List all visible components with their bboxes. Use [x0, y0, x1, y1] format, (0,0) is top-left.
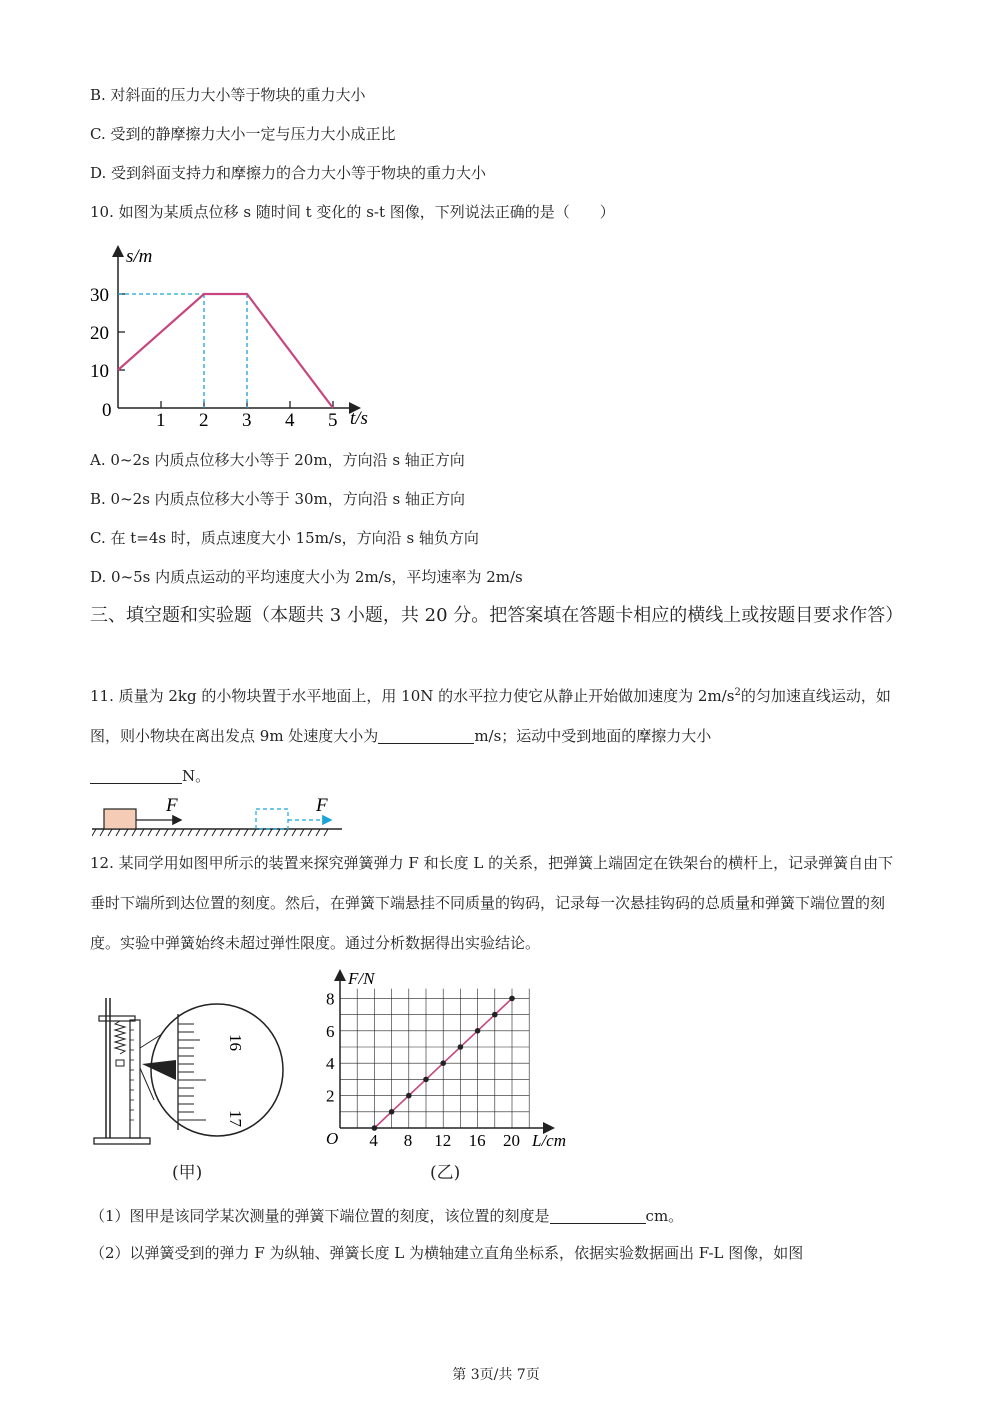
- q12-sub1-unit: cm。: [645, 1207, 684, 1225]
- force-label-1: F: [166, 795, 178, 816]
- fl-xtick-label: 16: [468, 1131, 486, 1150]
- fl-ytick-label: 4: [326, 1054, 335, 1074]
- fl-data-point: [372, 1125, 378, 1131]
- fl-ytick-label: 8: [326, 989, 335, 1009]
- fig-yi-caption: (乙): [430, 1163, 461, 1183]
- q12-answer-blank[interactable]: [550, 1205, 646, 1224]
- q10-option-c: C. 在 t=4s 时，质点速度大小 15m/s，方向沿 s 轴负方向: [90, 529, 479, 547]
- block-solid: [104, 809, 136, 829]
- q9-option-c: C. 受到的静摩擦力大小一定与压力大小成正比: [90, 125, 396, 143]
- fl-data-point: [509, 996, 515, 1002]
- fl-xtick-label: 4: [369, 1131, 378, 1150]
- st-graph: [88, 238, 388, 433]
- q12-text: 12. 某同学用如图甲所示的装置来探究弹簧弹力 F 和长度 L 的关系，把弹簧上端固定在铁架台的横杆上，记录弹簧自由下垂时下端所到达位置的刻度。然后，在弹簧下端悬挂不同质量的钩码，记录每一次悬挂钩码的总质量和弹簧下端位置的刻度。实验中弹簧始终未超过弹性限度。通过分析数据得出实验结论。: [90, 854, 894, 952]
- st-series-line: [118, 294, 333, 408]
- st-ylabel: s/m: [126, 246, 153, 267]
- st-ytick-label: 20: [90, 323, 109, 344]
- st-xlabel: t/s: [350, 408, 368, 429]
- q11-unit-2: N。: [182, 767, 211, 785]
- force-label-2: F: [316, 795, 328, 816]
- fl-data-point: [475, 1028, 481, 1034]
- q10-stem: 10. 如图为某质点位移 s 随时间 t 变化的 s-t 图像，下列说法正确的是（ ）: [90, 203, 615, 221]
- q11-text-part1: 11. 质量为 2kg 的小物块置于水平地面上，用 10N 的水平拉力使它从静止开始做加速度为 2m/s: [90, 687, 735, 705]
- page-footer: 第 3页/共 7页: [452, 1367, 540, 1383]
- q11-superscript: 2: [734, 687, 741, 698]
- spring-apparatus-figure: [90, 990, 290, 1150]
- q11-text: [90, 673, 905, 796]
- q10-option-b: B. 0~2s 内质点位移大小等于 30m，方向沿 s 轴正方向: [90, 490, 465, 508]
- fl-data-point: [492, 1012, 498, 1018]
- fl-xtick-label: 8: [403, 1131, 413, 1150]
- fl-data-point: [406, 1093, 412, 1099]
- q9-option-d: D. 受到斜面支持力和摩擦力的合力大小等于物块的重力大小: [90, 164, 487, 182]
- q11-answer-blank-2[interactable]: [90, 765, 182, 784]
- q11-block-figure: [92, 793, 352, 838]
- q12-sub1-text: （1）图甲是该同学某次测量的弹簧下端位置的刻度，该位置的刻度是: [90, 1207, 550, 1225]
- fl-data-point: [458, 1044, 464, 1050]
- st-xtick-label: 3: [242, 410, 252, 431]
- block-dashed: [256, 809, 288, 829]
- fl-graph: [320, 966, 580, 1156]
- fl-data-point: [440, 1060, 446, 1066]
- st-ytick-label: 30: [90, 285, 109, 306]
- st-origin: 0: [102, 400, 112, 421]
- fig-jia-caption: (甲): [172, 1163, 203, 1183]
- q12-sub1: [90, 1205, 683, 1226]
- scale-label-16: 16: [226, 1034, 245, 1051]
- scale-label-17: 17: [226, 1110, 245, 1127]
- fl-ylabel: F/N: [348, 969, 375, 988]
- q9-option-b: B. 对斜面的压力大小等于物块的重力大小: [90, 86, 366, 104]
- st-xtick-label: 4: [285, 410, 295, 431]
- fl-xtick-label: 20: [503, 1131, 520, 1150]
- fl-data-point: [423, 1077, 429, 1083]
- q12-sub2: （2）以弹簧受到的弹力 F 为纵轴、弹簧长度 L 为横轴建立直角坐标系，依据实验数据画出 F-L 图像，如图: [90, 1244, 804, 1262]
- fl-data-point: [389, 1109, 395, 1115]
- fl-xlabel: L/cm: [532, 1131, 566, 1150]
- q10-option-d: D. 0~5s 内质点运动的平均速度大小为 2m/s，平均速率为 2m/s: [90, 568, 523, 586]
- st-xtick-label: 2: [199, 410, 209, 431]
- q11-answer-blank-1[interactable]: [378, 725, 474, 744]
- st-xtick-label: 1: [156, 410, 166, 431]
- fl-ytick-label: 6: [326, 1021, 335, 1041]
- st-xtick-label: 5: [328, 410, 338, 431]
- st-ytick-label: 10: [90, 361, 109, 382]
- fl-origin: O: [326, 1129, 339, 1148]
- fl-ytick-label: 2: [326, 1086, 335, 1106]
- fl-xtick-label: 12: [434, 1131, 452, 1150]
- section3-heading: 三、填空题和实验题（本题共 3 小题，共 20 分。把答案填在答题卡相应的横线上或按题目要求作答）: [90, 605, 904, 626]
- st-axes: [118, 248, 358, 408]
- q11-unit-1: m/s；运动中受到地面的摩擦力大小: [474, 727, 712, 745]
- q10-option-a: A. 0~2s 内质点位移大小等于 20m，方向沿 s 轴正方向: [90, 451, 465, 469]
- q11-text-part2: 的匀加速直线运动，如图，则小物块在离出发点 9m 处速度大小为: [90, 687, 891, 745]
